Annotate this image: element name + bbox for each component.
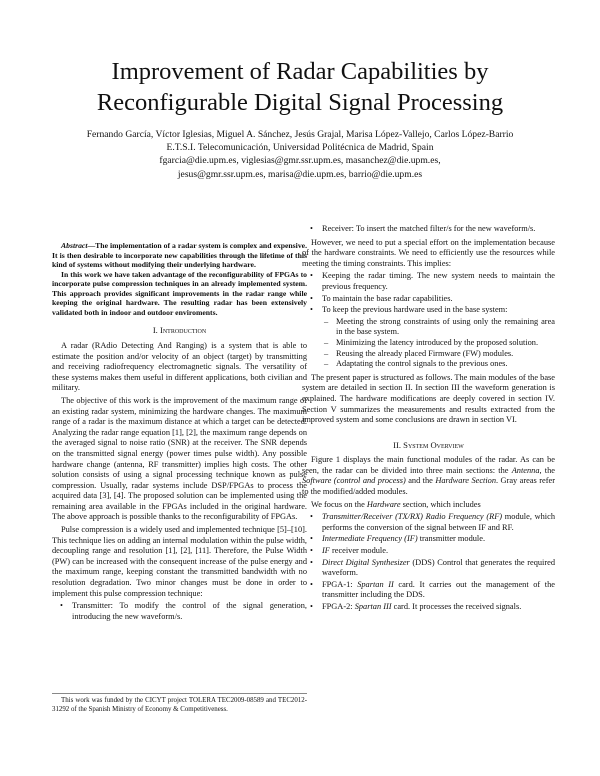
text-run-em: Antenna	[511, 465, 540, 475]
footnote: This work was funded by the CICYT project TOLERA TEC2009-08589 and TEC2012-31292 of the Spanish Ministry of Economy & Competitiveness.	[52, 693, 307, 714]
title-line-1: Improvement of Radar Capabilities by	[111, 58, 489, 85]
text-run-em: Hardware Section	[435, 476, 497, 486]
section-heading-introduction: I. Introduction	[152, 325, 207, 336]
text-run: receiver module.	[329, 546, 389, 556]
text-run: card. It processes the received signals.	[391, 602, 522, 611]
text-run: section, which includes	[400, 499, 481, 509]
text-run: FPGA-1:	[322, 579, 358, 589]
sub-list-item: – Adaptating the control signals to the previous ones.	[336, 359, 555, 370]
text-run-em: Hardware	[366, 499, 401, 509]
intro-paragraph-1: A radar (RAdio Detecting And Ranging) is a system that is able to estimate the position and/or velocity of an object (target) by transmitting and receiving radiofrequency electromagnetic signals. The versatility of these systems makes them useful in different applications, both civilian and military.	[52, 340, 307, 393]
author-block	[40, 128, 560, 181]
affiliation: E.T.S.I. Telecomunicación, Universidad Politécnica de Madrid, Spain	[166, 142, 434, 154]
list-item	[322, 580, 555, 601]
abstract-p1: —The implementation of a radar system is complex and expensive. It is then desirable to incorporate new capabilities through the lifetime of this kind of systems without modifying their underlying hardware.	[52, 241, 307, 270]
text-run-em: Software (control and process)	[302, 476, 406, 486]
text-run: FPGA-2:	[322, 602, 355, 611]
intro-paragraph-3: Pulse compression is a widely used and implemented technique [5]–[10]. This technique lies on adding an internal modulation within the pulse width, decoupling range and resolution [1], [2], [11]. Therefore, the Pulse Width (PW) can be increased with the consequent increase of the pulse energy and the maximum range, keeping constant the transmitted bandwidth with no resolution degradation. Two minor changes must be done in order to implement this pulse compression technique:	[52, 525, 307, 598]
text-run-em: Direct Digital Synthesizer	[322, 557, 410, 567]
text-run: . Gray areas refer to the modified/added modules.	[302, 476, 555, 497]
text-run: , the	[539, 465, 555, 475]
text-run-em: Spartan III	[354, 602, 392, 611]
list-item	[322, 512, 555, 533]
text-run: (DDS) Control that generates the required waveform.	[322, 557, 556, 578]
sub-list-item: – Minimizing the latency introduced by the proposed solution.	[336, 338, 555, 349]
hardware-module-list	[302, 512, 555, 612]
text-run: We focus on the	[311, 499, 367, 509]
list-item	[322, 602, 555, 613]
abstract-p2: In this work we have taken advantage of the reconfigurability of FPGAs to incorporate pulse compression techniques in an already implemented system. This approach provides significant improvements in the radar range while keeping the original hardware. The resulting radar has been extensively validated both in indoor and outdoor enviroments.	[52, 269, 307, 317]
section-heading-system-overview: II. System Overview	[393, 439, 464, 450]
text-run-em: Intermediate Frequency (IF)	[322, 534, 418, 544]
text-run: card. It carries out the management of the transmitter including the DDS.	[322, 579, 555, 600]
sub-list-item: – Meeting the strong constraints of using only the remaining area in the base system.	[336, 317, 555, 338]
list-item-text: To keep the previous hardware used in the base system:	[322, 305, 508, 315]
emails-line-2: jesus@gmr.ssr.upm.es, marisa@die.upm.es, barrio@die.upm.es	[177, 168, 423, 180]
left-column	[52, 241, 307, 625]
change-list	[52, 601, 307, 622]
sub-list	[322, 317, 555, 370]
title-line-2: Reconfigurable Digital Signal Processing	[96, 89, 504, 116]
list-item: • To maintain the base radar capabilities.	[322, 294, 555, 305]
text-run: transmitter module.	[417, 534, 486, 544]
intro-paragraph-5: The present paper is structured as follows. The main modules of the base system are detailed in section II. In section III the waveform generation is explained. The hardware modifications are deeply covered in section IV. Section V summarizes the measurements and results extracted from the improved system and some conclusions are drawn in section VI.	[302, 372, 555, 425]
change-list-continued	[302, 224, 555, 235]
list-item	[322, 558, 555, 579]
intro-paragraph-4: However, we need to put a special effort on the implementation because of the hardware constraints. We need to efficiently use the resources while meeting the timing constraints. This implies:	[302, 237, 555, 268]
abstract	[52, 241, 307, 317]
list-item-transmitter: • Transmitter: To modify the control of the signal generation, introducing the new waveform/s.	[72, 601, 307, 622]
list-item: • Keeping the radar timing. The new system needs to maintain the previous frequency.	[322, 271, 555, 292]
list-item	[322, 305, 555, 370]
text-run-em: IF	[322, 546, 330, 556]
implication-list	[302, 271, 555, 369]
author-list: Fernando García, Víctor Iglesias, Miguel A. Sánchez, Jesús Grajal, Marisa López-Vallejo, Carlos López-Barrio	[86, 129, 514, 140]
list-item-receiver: • Receiver: To insert the matched filter/s for the new waveform/s.	[322, 224, 555, 235]
text-run: module, which performs the conversion of the signal between IF and RF.	[322, 512, 555, 532]
list-item	[322, 546, 555, 557]
overview-paragraph-2	[302, 500, 555, 511]
right-column	[302, 224, 555, 616]
text-run: and the	[405, 476, 436, 486]
sub-list-item: – Reusing the already placed Firmware (FW) modules.	[336, 349, 555, 360]
overview-paragraph-1	[302, 455, 555, 497]
emails-line-1: fgarcia@die.upm.es, viglesias@gmr.ssr.upm.es, masanchez@die.upm.es,	[159, 155, 441, 167]
paper-title	[40, 56, 560, 118]
text-run-em: Transmitter/Receiver (TX/RX) Radio Frequency (RF)	[322, 512, 503, 522]
text-run: Figure 1 displays the main functional modules of the radar. As can be seen, the radar can be divided into three main sections: the	[302, 455, 555, 475]
list-item	[322, 534, 555, 545]
abstract-label: Abstract	[61, 241, 88, 250]
intro-paragraph-2: The objective of this work is the improvement of the maximum range of an existing radar system, minimizing the hardware changes. The maximum range of a radar is the maximum distance at which a target can be detected. Analyzing the radar range equation [1], [2], the maximum range depends on the averaged signal to noise ratio (SNR) at the receiver. The SNR depends on the transmitted signal energy (power times pulse width). Any possible hardware change (antenna, RF transmitter) implies high costs. The other solution consists of using a signal processing technique known as pulse compression. Usually, radar systems include DSP/FPGAs to process the acquired data [3], [4]. The proposed solution can be implemented using the remaining area available in the FPGAs included in the original hardware. The above approach is possible thanks to the reconfigurability of FPGAs.	[52, 395, 307, 522]
text-run-em: Spartan II	[357, 579, 394, 589]
